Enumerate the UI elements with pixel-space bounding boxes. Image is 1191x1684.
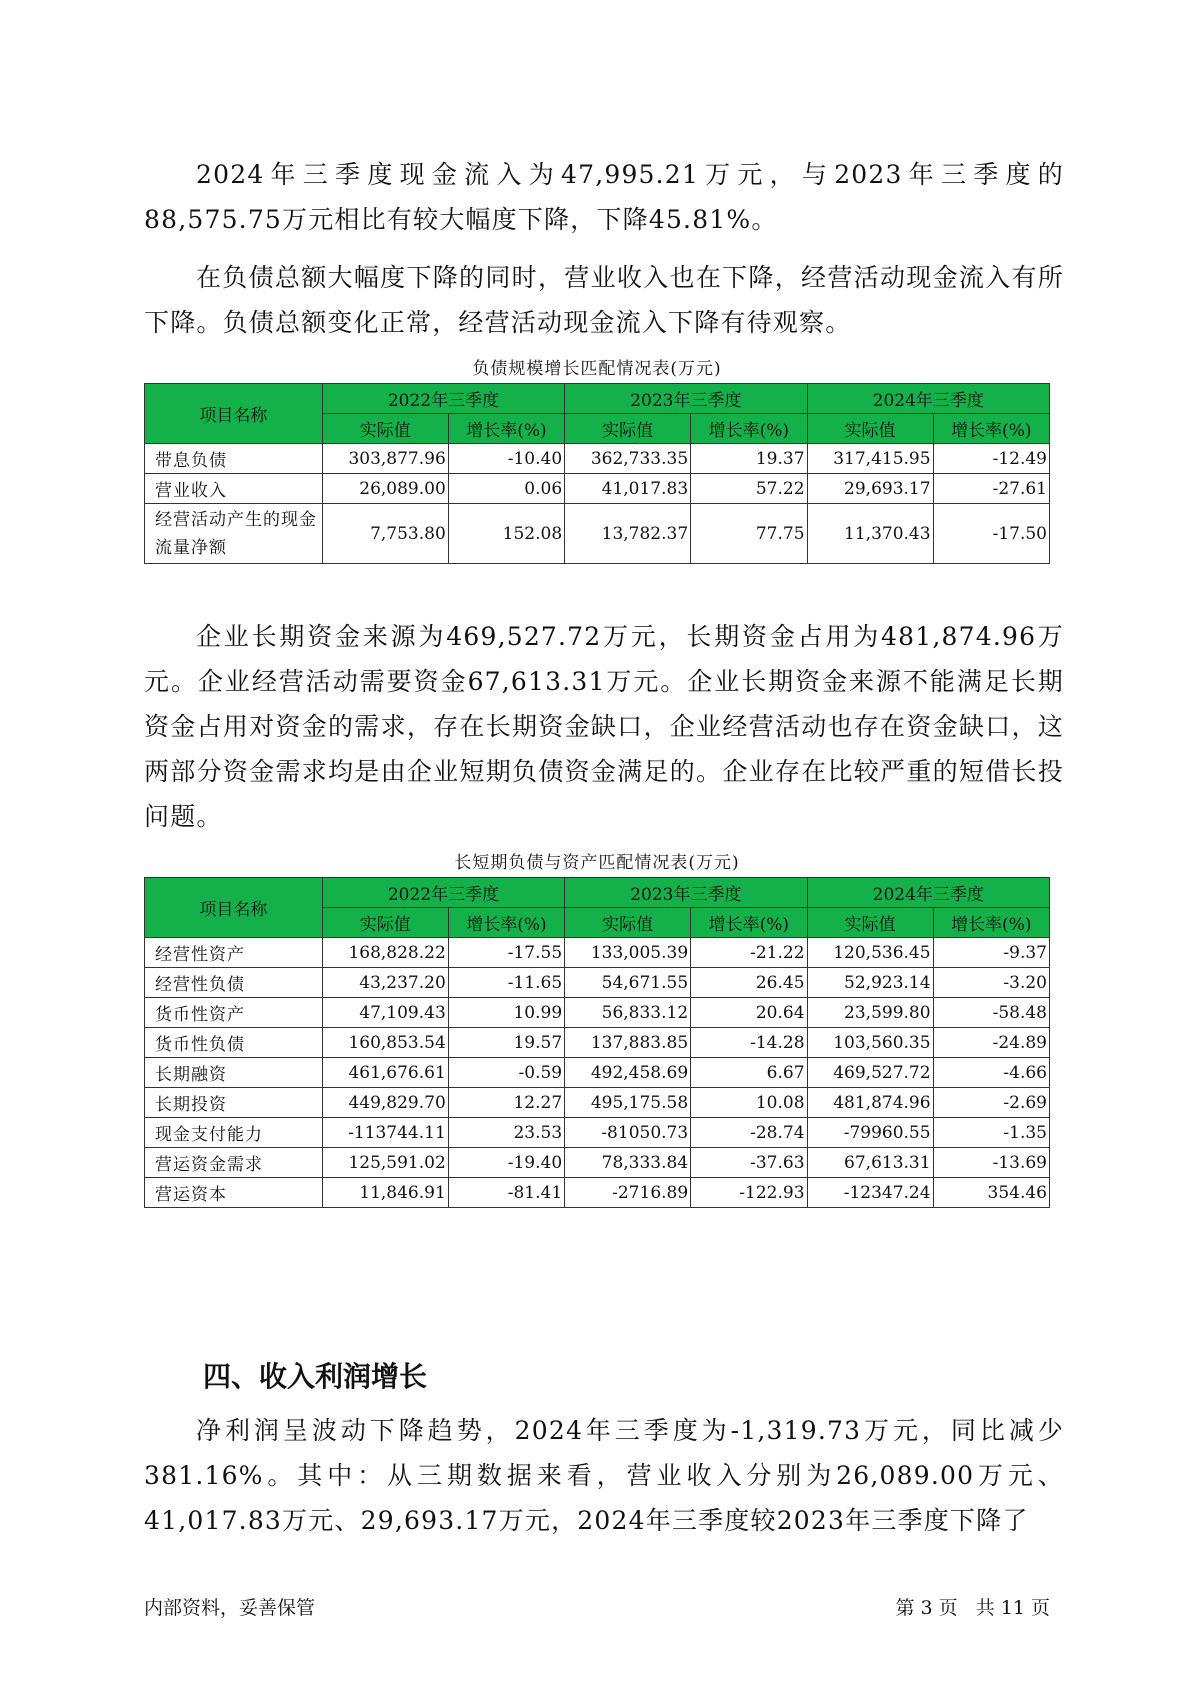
cell-value: -11.65 [448,968,564,998]
cell-value: -13.69 [933,1148,1049,1178]
cell-value: -3.20 [933,968,1049,998]
debt-growth-table [144,383,1050,564]
cell-value: -2716.89 [565,1178,691,1208]
col-header-growth: 增长率(%) [691,414,807,444]
cell-value: 10.08 [691,1088,807,1118]
row-label: 货币性资产 [145,998,323,1028]
cell-value: 10.99 [448,998,564,1028]
cell-value: 317,415.95 [807,444,933,474]
cell-value: 20.64 [691,998,807,1028]
paragraph-debt-decline: 在负债总额大幅度下降的同时，营业收入也在下降，经营活动现金流入有所下降。负债总额变化正常，经营活动现金流入下降有待观察。 [144,263,1064,337]
cell-value: 47,109.43 [322,998,448,1028]
col-header-growth: 增长率(%) [933,908,1049,938]
col-header-item-name: 项目名称 [145,878,323,938]
cell-value: 303,877.96 [322,444,448,474]
cell-value: -0.59 [448,1058,564,1088]
cell-value: -10.40 [448,444,564,474]
cell-value: -37.63 [691,1148,807,1178]
cell-value: -81.41 [448,1178,564,1208]
cell-value: 29,693.17 [807,474,933,504]
row-label: 经营性负债 [145,968,323,998]
row-label: 营运资本 [145,1178,323,1208]
cell-value: 19.57 [448,1028,564,1058]
cell-value: 152.08 [448,504,564,564]
col-header-period: 2024年三季度 [807,384,1049,414]
row-label: 现金支付能力 [145,1118,323,1148]
cell-value: 67,613.31 [807,1148,933,1178]
cell-value: -21.22 [691,938,807,968]
cell-value: 26.45 [691,968,807,998]
footer-confidential: 内部资料，妥善保管 [144,1597,316,1619]
cell-value: 125,591.02 [322,1148,448,1178]
cell-value: 160,853.54 [322,1028,448,1058]
table-row [145,474,1050,504]
table-row [145,968,1050,998]
cell-value: 77.75 [691,504,807,564]
cell-value: 7,753.80 [322,504,448,564]
cell-value: -14.28 [691,1028,807,1058]
cell-value: 78,333.84 [565,1148,691,1178]
col-header-actual: 实际值 [807,908,933,938]
cell-value: 137,883.85 [565,1028,691,1058]
cell-value: 13,782.37 [565,504,691,564]
col-header-actual: 实际值 [322,908,448,938]
cell-value: 133,005.39 [565,938,691,968]
cell-value: 56,833.12 [565,998,691,1028]
table-row [145,1028,1050,1058]
col-header-item-name: 项目名称 [145,384,323,444]
cell-value: -24.89 [933,1028,1049,1058]
cell-value: -12.49 [933,444,1049,474]
col-header-growth: 增长率(%) [691,908,807,938]
cell-value: -113744.11 [322,1118,448,1148]
col-header-actual: 实际值 [565,908,691,938]
cell-value: 495,175.58 [565,1088,691,1118]
table1-caption: 负债规模增长匹配情况表(万元) [472,359,722,379]
col-header-actual: 实际值 [322,414,448,444]
table-row [145,1118,1050,1148]
row-label: 长期投资 [145,1088,323,1118]
cell-value: -17.55 [448,938,564,968]
cell-value: -1.35 [933,1118,1049,1148]
table-row [145,444,1050,474]
row-label: 营业收入 [145,474,323,504]
cell-value: 54,671.55 [565,968,691,998]
col-header-growth: 增长率(%) [448,414,564,444]
row-label: 营运资金需求 [145,1148,323,1178]
col-header-period: 2022年三季度 [322,384,564,414]
table-row [145,1088,1050,1118]
cell-value: 449,829.70 [322,1088,448,1118]
cell-value: -12347.24 [807,1178,933,1208]
cell-value: 19.37 [691,444,807,474]
table-row [145,938,1050,968]
table-row [145,1148,1050,1178]
cell-value: 168,828.22 [322,938,448,968]
debt-asset-match-table [144,877,1050,1208]
col-header-growth: 增长率(%) [448,908,564,938]
cell-value: 461,676.61 [322,1058,448,1088]
cell-value: 103,560.35 [807,1028,933,1058]
section-heading: 四、收入利润增长 [203,1360,428,1393]
cell-value: 57.22 [691,474,807,504]
cell-value: -58.48 [933,998,1049,1028]
cell-value: 469,527.72 [807,1058,933,1088]
cell-value: -79960.55 [807,1118,933,1148]
paragraph-cash-inflow: 2024年三季度现金流入为47,995.21万元，与2023年三季度的88,575.75万元相比有较大幅度下降，下降45.81%。 [144,160,1064,234]
cell-value: 481,874.96 [807,1088,933,1118]
table-row [145,998,1050,1028]
col-header-growth: 增长率(%) [933,414,1049,444]
cell-value: 0.06 [448,474,564,504]
cell-value: -27.61 [933,474,1049,504]
cell-value: 12.27 [448,1088,564,1118]
cell-value: -122.93 [691,1178,807,1208]
cell-value: 23.53 [448,1118,564,1148]
cell-value: 41,017.83 [565,474,691,504]
cell-value: -2.69 [933,1088,1049,1118]
table-row [145,1058,1050,1088]
cell-value: 43,237.20 [322,968,448,998]
col-header-period: 2022年三季度 [322,878,564,908]
cell-value: 492,458.69 [565,1058,691,1088]
col-header-period: 2023年三季度 [565,878,807,908]
cell-value: 354.46 [933,1178,1049,1208]
footer-page-number: 第 3 页 共 11 页 [895,1597,1050,1619]
cell-value: 23,599.80 [807,998,933,1028]
cell-value: 26,089.00 [322,474,448,504]
col-header-period: 2023年三季度 [565,384,807,414]
row-label: 带息负债 [145,444,323,474]
paragraph-net-profit: 净利润呈波动下降趋势，2024年三季度为-1,319.73万元，同比减少381.16%。其中：从三期数据来看，营业收入分别为26,089.00万元、41,017.83万元、29,693.17万元，2024年三季度较2023年三季度下降了 [144,1416,1064,1535]
cell-value: 120,536.45 [807,938,933,968]
cell-value: 362,733.35 [565,444,691,474]
col-header-period: 2024年三季度 [807,878,1049,908]
cell-value: -81050.73 [565,1118,691,1148]
cell-value: -4.66 [933,1058,1049,1088]
table2-caption: 长短期负债与资产匹配情况表(万元) [454,853,740,873]
row-label: 经营性资产 [145,938,323,968]
cell-value: -28.74 [691,1118,807,1148]
cell-value: 11,370.43 [807,504,933,564]
cell-value: 6.67 [691,1058,807,1088]
cell-value: 52,923.14 [807,968,933,998]
col-header-actual: 实际值 [807,414,933,444]
cell-value: 11,846.91 [322,1178,448,1208]
table-row [145,1178,1050,1208]
table-row [145,504,1050,564]
row-label: 长期融资 [145,1058,323,1088]
cell-value: -19.40 [448,1148,564,1178]
row-label: 货币性负债 [145,1028,323,1058]
paragraph-long-term-funds: 企业长期资金来源为469,527.72万元，长期资金占用为481,874.96万元。企业经营活动需要资金67,613.31万元。企业长期资金来源不能满足长期资金占用对资金的需求，存在长期资金缺口，企业经营活动也存在资金缺口，这两部分资金需求均是由企业短期负债资金满足的。企业存在比较严重的短借长投问题。 [144,622,1064,831]
cell-value: -17.50 [933,504,1049,564]
col-header-actual: 实际值 [565,414,691,444]
cell-value: -9.37 [933,938,1049,968]
row-label: 经营活动产生的现金流量净额 [145,504,323,564]
